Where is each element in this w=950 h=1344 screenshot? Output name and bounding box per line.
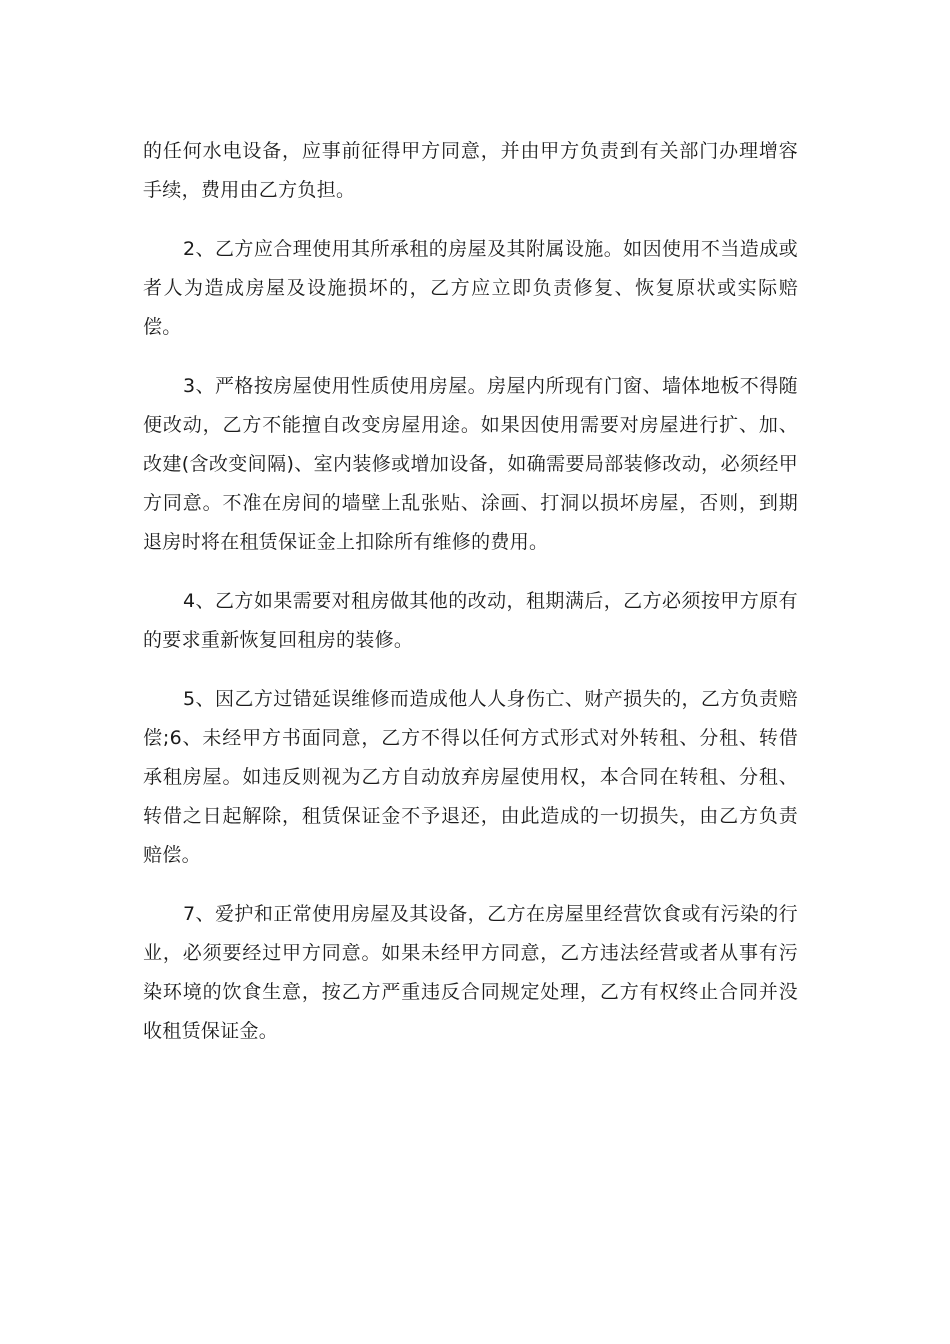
paragraph-clause-7: 7、爱护和正常使用房屋及其设备，乙方在房屋里经营饮食或有污染的行业，必须要经过甲方同意。如果未经甲方同意，乙方违法经营或者从事有污染环境的饮食生意，按乙方严重违反合同规定处理，乙方有权终止合同并没收租赁保证金。 bbox=[143, 903, 798, 1042]
document-body bbox=[143, 132, 798, 1071]
paragraph-clause-4: 4、乙方如果需要对租房做其他的改动，租期满后，乙方必须按甲方原有的要求重新恢复回租房的装修。 bbox=[143, 590, 798, 651]
paragraph-continuation: 的任何水电设备，应事前征得甲方同意，并由甲方负责到有关部门办理增容手续，费用由乙方负担。 bbox=[143, 140, 798, 201]
paragraph-clause-3: 3、严格按房屋使用性质使用房屋。房屋内所现有门窗、墙体地板不得随便改动，乙方不能擅自改变房屋用途。如果因使用需要对房屋进行扩、加、改建(含改变间隔)、室内装修或增加设备，如确需要局部装修改动，必须经甲方同意。不准在房间的墙壁上乱张贴、涂画、打洞以损坏房屋，否则，到期退房时将在租赁保证金上扣除所有维修的费用。 bbox=[143, 375, 798, 553]
paragraph-clause-5-6: 5、因乙方过错延误维修而造成他人人身伤亡、财产损失的，乙方负责赔偿;6、未经甲方书面同意，乙方不得以任何方式形式对外转租、分租、转借承租房屋。如违反则视为乙方自动放弃房屋使用权，本合同在转租、分租、转借之日起解除，租赁保证金不予退还，由此造成的一切损失，由乙方负责赔偿。 bbox=[143, 688, 798, 866]
paragraph-clause-2: 2、乙方应合理使用其所承租的房屋及其附属设施。如因使用不当造成或者人为造成房屋及设施损坏的，乙方应立即负责修复、恢复原状或实际赔偿。 bbox=[143, 238, 798, 338]
